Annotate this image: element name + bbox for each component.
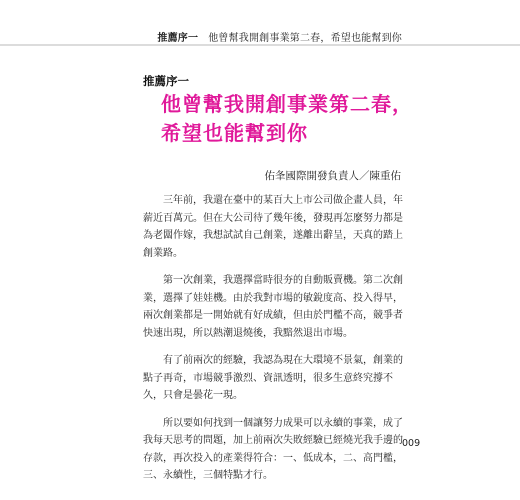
running-header-section: 推薦序一	[157, 33, 199, 44]
section-label: 推薦序一	[143, 74, 189, 88]
running-header-title: 他曾幫我開創事業第二春，希望也能幫到你	[208, 33, 402, 44]
chapter-title-line-1: 他曾幫我開創事業第二春，	[161, 92, 413, 116]
header-rule	[0, 44, 520, 46]
body-text	[143, 192, 403, 495]
paragraph-2: 第一次創業，我選擇當時很夯的自動販賣機。第二次創業，選擇了娃娃機。由於我對市場的敏銳度高、投入得早，兩次創業都是一開始就有好成績，但由於門檻不高，競爭者快速出現，所以熱潮退燒後，我黯然退出市場。	[143, 275, 403, 339]
running-header	[157, 29, 402, 44]
paragraph-3: 有了前兩次的經驗，我認為現在大環境不景氣，創業的點子再奇，市場競爭激烈、資訊透明，很多生意終究撐不久，只會是曇花一現。	[143, 355, 403, 401]
chapter-title-line-2: 希望也能幫到你	[161, 121, 308, 145]
paragraph-1: 三年前，我還在臺中的某百大上市公司做企畫人員，年薪近百萬元。但在大公司待了幾年後，發現再怎麼努力都是為老闆作嫁，我想試試自己創業，遂離出辭呈，天真的踏上創業路。	[143, 195, 403, 259]
paragraph-4: 所以要如何找到一個讓努力成果可以永續的事業，成了我每天思考的問題，加上前兩次失敗經驗已經燒光我手邊的存款，再次投入的產業得符合：一、低成本，二、高門檻，三、永續性，三個特點才行。	[143, 417, 403, 481]
author-byline: 佑夆國際開發負責人／陳重佑	[264, 170, 401, 182]
chapter-title	[161, 90, 413, 148]
page-number: 009	[402, 438, 421, 449]
